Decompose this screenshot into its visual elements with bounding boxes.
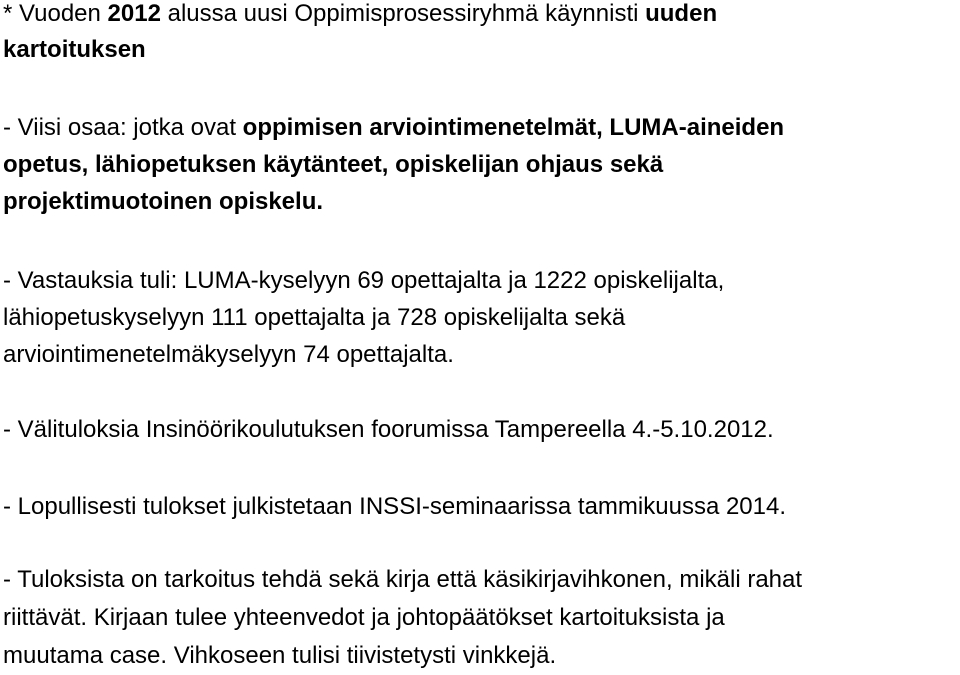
intro-text: * Vuoden [3, 0, 108, 27]
interim-results-paragraph [3, 411, 774, 448]
areas-text: - Viisi osaa: jotka ovat [3, 114, 243, 141]
purpose-line-2: riittävät. Kirjaan tulee yhteenvedot ja johtopäätökset kartoituksista ja [3, 604, 725, 631]
areas-emphasis: opetus, lähiopetuksen käytänteet, opiskelijan ohjaus sekä [3, 151, 664, 178]
intro-year: 2012 [107, 0, 161, 27]
areas-line-1 [3, 109, 784, 146]
answers-paragraph [3, 262, 724, 373]
intro-emphasis: uuden [645, 0, 718, 27]
interim-line-1: - Välituloksia Insinöörikoulutuksen foorumissa Tampereella 4.-5.10.2012. [3, 416, 774, 443]
final-results-paragraph [3, 488, 786, 525]
intro-text: alussa uusi Oppimisprosessiryhmä käynnisti [160, 0, 646, 27]
intro-line-1 [3, 0, 717, 32]
intro-line-2 [3, 32, 717, 68]
final-line-1: - Lopullisesti tulokset julkistetaan INSSI-seminaarissa tammikuussa 2014. [3, 493, 787, 520]
purpose-line-3: muutama case. Vihkoseen tulisi tiivistetysti vinkkejä. [3, 642, 557, 669]
intro-emphasis: kartoituksen [3, 36, 146, 63]
areas-line-3 [3, 183, 784, 220]
areas-line-2 [3, 146, 784, 183]
areas-paragraph [3, 109, 784, 220]
intro-paragraph [3, 0, 717, 68]
answers-line-1: - Vastauksia tuli: LUMA-kyselyyn 69 opettajalta ja 1222 opiskelijalta, [3, 267, 725, 294]
answers-line-3: arviointimenetelmäkyselyyn 74 opettajalta. [3, 341, 454, 368]
areas-emphasis: oppimisen arviointimenetelmät, LUMA-aineiden [242, 114, 785, 141]
answers-line-2: lähiopetuskyselyyn 111 opettajalta ja 728 opiskelijalta sekä [3, 304, 626, 331]
areas-emphasis: projektimuotoinen opiskelu. [3, 188, 324, 215]
purpose-line-1: - Tuloksista on tarkoitus tehdä sekä kirja että käsikirjavihkonen, mikäli rahat [3, 566, 803, 593]
purpose-paragraph [3, 561, 802, 675]
